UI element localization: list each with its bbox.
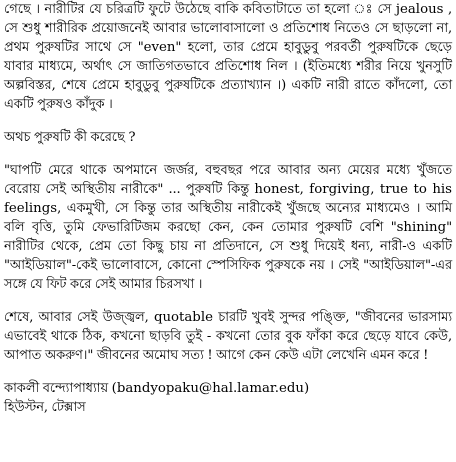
paragraph-3-text-1: "ঘাপটি মেরে থাকে অপমানে জর্জর, বহুবছর পরে আবার অন্য মেয়ের মধ্যে খুঁজতে বেরোয় সেই অস্থিতীয় নারীকে" ... পুরুষটি কিন্তু	[4, 163, 452, 197]
paragraph-4-latin-1: quotable	[153, 310, 213, 325]
paragraph-1-latin-1: jealous	[395, 2, 444, 17]
paragraph-4-text-1: শেষে, আবার সেই উজ্জ্বল,	[4, 310, 154, 325]
paragraph-3-text-2: , একমুখী, সে কিন্তু তার অস্থিতীয় নারীকেই খুঁজছে অন্যের মাধ্যমেও । আমি বলি বৃত্তি, তুমি ফেভারিটিজম করছো কেন, কেন তোমার পুরুষটি বেশি "	[4, 201, 452, 235]
author-name: কাকলী বন্দ্যোপাধ্যায়	[4, 381, 112, 396]
paragraph-3-text-3: " নারীটির থেকে, প্রেম তো কিছু চায় না প্রতিদানে, সে শুধু দিয়েই ধন্য, নারী-ও একটি "আইডিয়াল"-কেই ভালোবাসে, কোনো স্পেসিফিক পুরুষকে নয় । সেই "আইডিয়াল"-এর সঙ্গে যে ফিট করে সেই আমার চিরসখা ।	[4, 220, 452, 292]
author-email: (bandyopaku@hal.lamar.edu)	[111, 381, 310, 396]
paragraph-2	[4, 128, 452, 147]
author-line	[4, 379, 452, 398]
author-location	[4, 398, 452, 417]
paragraph-1-latin-2: even	[143, 40, 176, 55]
paragraph-1-text-2: , সে শুধু শারীরিক প্রয়োজনেই আবার ভালোবাসালো ও প্রতিশোধ নিতেও সে ছাড়লো না, প্রথম পুরুষটির সাথে সে "	[4, 2, 453, 55]
paragraph-3-latin-1: honest, forgiving, true to his feelings	[4, 182, 452, 216]
author-location-text: হিউস্টন, টেক্সাস	[4, 400, 86, 415]
paragraph-3-latin-2: shining	[396, 220, 447, 235]
paragraph-1-text-1: গেছে । নারীটির যে চরিত্রটি ফুটে উঠেছে বাকি কবিতাটাতে তা হলো ঃ সে	[4, 2, 396, 17]
paragraph-4-text-2: চারটি খুবই সুন্দর পঙ্ক্তি, "জীবনের ভারসাম্য এভাবেই থাকে ঠিক, কখনো ছাড়বি তুই - কখনো তোর বুক ফাঁকা করে ছেড়ে যাবে কেউ, আপাত অকরুণ।" জীবনের অমোঘ সত্য ! আগে কেন কেউ এটা লেখেনি এমন করে !	[4, 310, 452, 363]
paragraph-2-text-1: অথচ পুরুষটি কী করেছে ?	[4, 130, 136, 145]
paragraph-1-text-3: " হলো, তার প্রেমে হাবুডুবু পরবর্তী পুরুষটিকে ছেড়ে যাবার মাধ্যমে, অর্থাৎ সে জাতিগতভাবে প্রতিশোধ নিল । (ইতিমধ্যে শরীর নিয়ে খুনসুটি অল্পবিস্তর, শেষে প্রেমে হাবুডুবু পুরুষটিকে প্রত্যাখ্যান ।) একটি নারী রাতে কাঁদলো, তো একটি পুরুষও কাঁদুক ।	[4, 40, 452, 112]
paragraph-4	[4, 308, 452, 365]
paragraph-3	[4, 161, 452, 294]
paragraph-1	[4, 0, 452, 114]
